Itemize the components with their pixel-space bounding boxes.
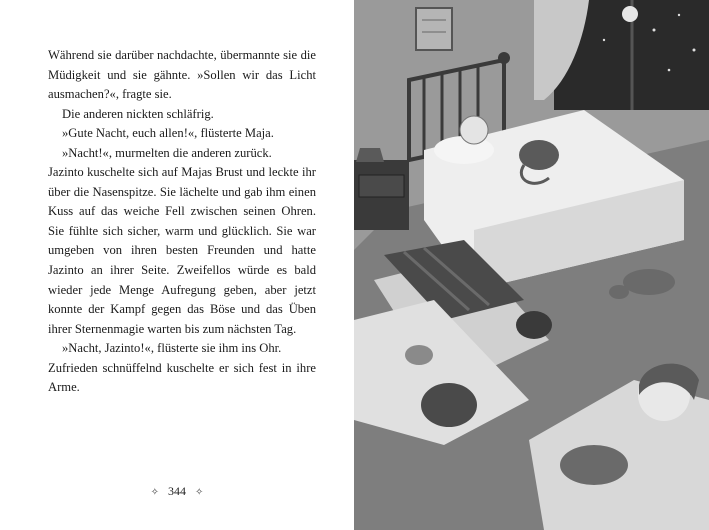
wall-picture xyxy=(416,8,452,50)
paragraph-3: »Gute Nacht, euch allen!«, flüsterte Maja. xyxy=(62,126,274,141)
paragraph-5: Jazinto kuschelte sich auf Majas Brust und leckte ihr über die Nasenspitze. Sie lächelte und gab ihm einen Kuss auf das weiche Fell zwischen seinen Ohren. Sie fühlte sich sicher, warm und glücklich. Sie war umgeben von ihren besten Freunden und hatte Jazinto an ihrer Seite. Zweifellos würde es bald wieder jede Menge Aufregung geben, aber jetzt konnte der Kampf gegen das Böse und das Üben ihrer Sternenmagie warten bis zum nächsten Tag. xyxy=(48,165,316,336)
paragraph-2: Die anderen nickten schläfrig. xyxy=(62,106,214,121)
bedroom-illustration xyxy=(354,0,709,530)
paragraph-1: Während sie darüber nachdachte, übermannte sie die Müdigkeit und sie gähnte. »Sollen wir das Licht ausmachen?«, fragte sie. xyxy=(48,48,316,102)
girl-head xyxy=(460,116,488,144)
paragraph-6: »Nacht, Jazinto!«, flüsterte sie ihm ins Ohr. xyxy=(62,341,282,356)
page-footer xyxy=(0,484,354,499)
left-page xyxy=(0,0,354,530)
moon-icon xyxy=(622,6,638,22)
lamp-icon xyxy=(356,148,384,162)
paragraph-7: Zufrieden schnüffelnd kuschelte er sich fest in ihre Arme. xyxy=(48,360,316,395)
fox-icon xyxy=(519,140,559,170)
deer-icon xyxy=(623,269,675,295)
cat-icon xyxy=(560,445,628,485)
ornament-left-icon: ✧ xyxy=(150,487,159,498)
page-text xyxy=(48,46,316,398)
window xyxy=(534,0,709,110)
paragraph-4: »Nacht!«, murmelten die anderen zurück. xyxy=(62,145,272,160)
illustration-page xyxy=(354,0,709,530)
page-number: 344 xyxy=(168,484,186,498)
ornament-right-icon: ✧ xyxy=(195,487,204,498)
